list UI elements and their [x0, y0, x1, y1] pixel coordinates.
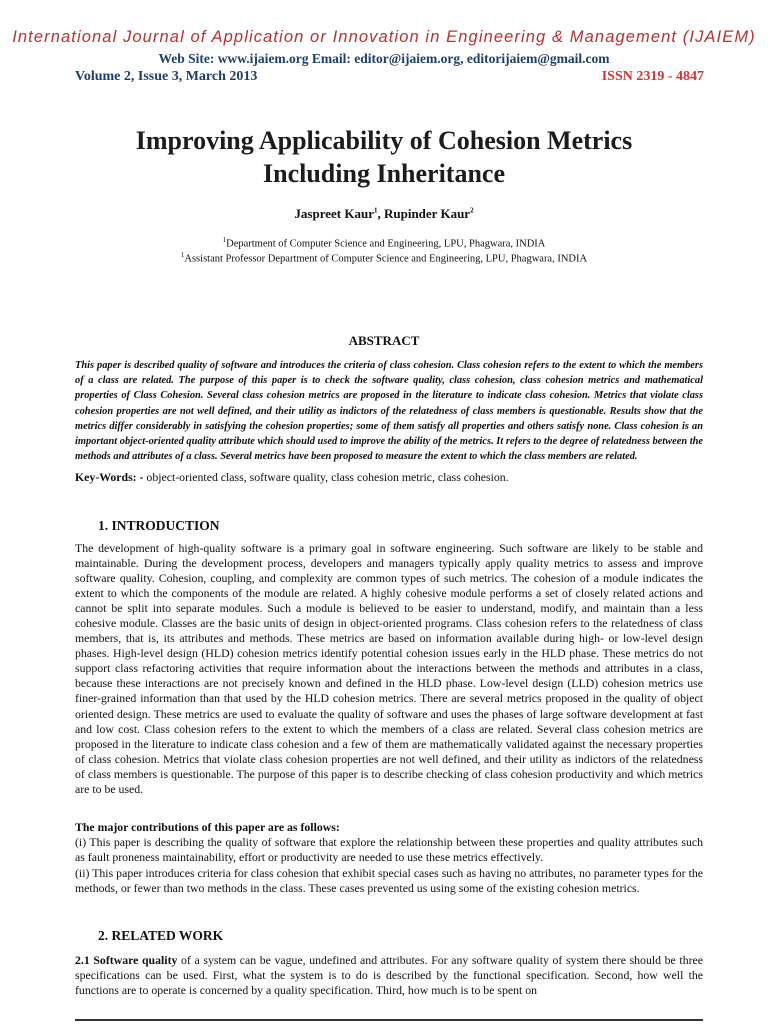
volume-issue: Volume 2, Issue 3, March 2013 [75, 69, 258, 84]
abstract-text: This paper is described quality of software and introduces the criteria of class cohesion. Class cohesion refers to the extent to which the members of a class are related. The purpose of this paper is to check the software quality, class cohesion, class cohesion metrics and mathematical properties of Class Cohesion. Several class cohesion metrics are proposed in the literature to indicate class cohesion. Metrics that violate class cohesion properties are not well defined, and their utility as indictors of the relatedness of class members is questionable. Results show that the metrics differ considerably in satisfying the cohesion properties; some of them satisfy all properties and others satisfy none. Class cohesion is an important object-oriented quality attribute which should used to improve the ability of the metrics. It refers to the degree of relatedness between the methods and attributes of a class. Several metrics have been proposed to measure the extent to which the class members are related. [75, 360, 703, 463]
related-work-paragraph [75, 953, 703, 998]
keywords [75, 470, 703, 485]
abstract-heading: ABSTRACT [348, 333, 420, 348]
introduction-heading: 1. INTRODUCTION [98, 518, 220, 533]
author-2: Rupinder Kaur [383, 206, 471, 221]
journal-name: International Journal of Application or Innovation in Engineering & Management (IJAIEM) [12, 28, 756, 46]
author-1: Jaspreet Kaur [294, 206, 374, 221]
software-quality-subheading: 2.1 Software quality [75, 953, 178, 967]
affiliation-2-sup: 1 [180, 251, 185, 259]
contributions-heading: The major contributions of this paper are as follows: [75, 820, 340, 834]
author-separator: , [377, 206, 384, 221]
journal-website-email: Web Site: www.ijaiem.org Email: editor@ijaiem.org, editorijaiem@gmail.com [158, 51, 610, 66]
affiliation-1 [0, 236, 768, 250]
keywords-label: Key-Words: - [75, 470, 144, 484]
related-work-text: of a system can be vague, undefined and attributes. For any software quality of system there should be three specifications can be used. First, what the system is to do is described by the functional specification. Second, how well the functions are to operate is concerned by a quality specification. Third, how much is to be spent on [75, 953, 703, 998]
introduction-paragraph: The development of high-quality software is a primary goal in software engineering. Such software are likely to be stable and maintainable. During the development process, developers and managers typically apply quality metrics to assess and improve software quality. Cohesion, coupling, and complexity are common types of such metrics. The cohesion of a module indicates the extent to which the components of the module are related. A highly cohesive module performs a set of closely related actions and cannot be split into separate modules. Such a module is believed to be easier to understand, modify, and maintain than a less cohesive module. Classes are the basic units of design in object-oriented programs. Class cohesion refers to the relatedness of class members, that is, its attributes and methods. These metrics are based on information available during high- or low-level design phases. High-level design (HLD) cohesion metrics identify potential cohesion issues early in the HLD phase. These metrics do not support class refactoring activities that require information about the interactions between the methods and attributes in a class, because these interactions are not precisely known and defined in the HLD phase. Low-level design (LLD) cohesion metrics use finer-grained information than that used by the HLD cohesion metrics. There are several metrics proposed in the quality of object oriented design. These metrics are used to evaluate the quality of software and uses the phases of large software development at fast and low cost. Class cohesion refers to the extent to which the members of a class are related. Several class cohesion metrics are proposed in the literature to indicate class cohesion and a few of them are mathematically validated against the necessary properties of class cohesion. Metrics that violate class cohesion properties are not well defined, and their utility as indictors of the relatedness of class members is questionable. The purpose of this paper is to describe checking of class cohesion productivity and which metrics are to be used. [75, 541, 703, 796]
author-2-sup: 2 [470, 206, 474, 215]
title-line-1: Improving Applicability of Cohesion Metrics [135, 126, 633, 155]
contribution-1: (i) This paper is describing the quality of software that explore the relationship between these properties and quality attributes such as fault proneness maintainability, effort or productivity are needed to use these metrics effectively. [75, 835, 703, 865]
contribution-2: (ii) This paper introduces criteria for class cohesion that exhibit special cases such as having no attributes, no parameter types for the methods, or fewer than two methods in the class. These cases prevented us using some of the existing cohesion metrics. [75, 866, 703, 896]
issn: ISSN 2319 - 4847 [601, 69, 704, 84]
affiliation-2 [0, 251, 768, 265]
affiliation-1-sup: 1 [222, 236, 227, 244]
related-work-heading: 2. RELATED WORK [98, 928, 224, 943]
author-1-sup: 1 [373, 206, 378, 215]
title-line-2: Including Inheritance [263, 159, 505, 188]
affiliation-1-text: Department of Computer Science and Engineering, LPU, Phagwara, INDIA [226, 238, 546, 250]
footer-rule [75, 1019, 703, 1021]
authors [0, 206, 768, 222]
paper-title [60, 124, 708, 190]
keywords-text: object-oriented class, software quality, class cohesion metric, class cohesion. [143, 470, 509, 484]
affiliation-2-text: Assistant Professor Department of Computer Science and Engineering, LPU, Phagwara, INDIA [184, 253, 588, 265]
